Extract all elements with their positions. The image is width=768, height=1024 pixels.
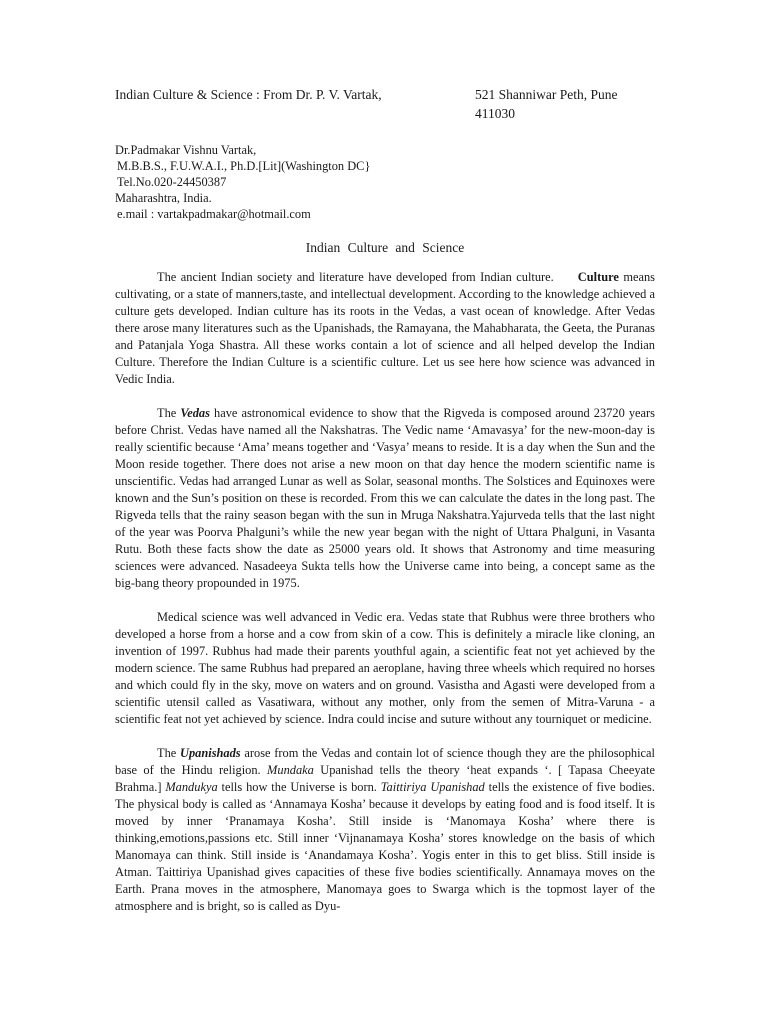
paragraph-lead: The: [157, 746, 177, 760]
author-phone: Tel.No.020-24450387: [117, 175, 227, 189]
document-title: Indian Culture and Science: [305, 240, 465, 255]
paragraph-vedas: [115, 405, 655, 592]
paragraph-upanishads: [115, 745, 655, 915]
paragraph-text: Medical science was well advanced in Vedic era. Vedas state that Rubhus were three brothers who developed a horse from a horse and a cow from skin of a cow. This is definitely a miracle like cloning, an invention of 1997. Rubhus had made their parents youthful again, a scientific feat not yet achieved by the modern science. The same Rubhus had prepared an aeroplane, having three wheels which required no horses and which could fly in the sky, move on waters and on ground. Vasistha and Agasti were developed from a scientific utensil called as Vasatiwara, without any mother, only from the semen of Mitra-Varuna - a scientific feat not yet achieved by science. Indra could incise and suture without any tourniquet or medicine.: [115, 610, 655, 726]
term-taittiriya: Taittiriya Upanishad: [380, 780, 485, 794]
paragraph-text: arose from the Vedas and contain lot of science though they are the philosophical base of the Hindu religion.: [115, 746, 655, 777]
document-header: [115, 85, 655, 123]
paragraph-text: The ancient Indian society and literature have developed from Indian culture.: [157, 270, 554, 284]
author-block: [115, 142, 655, 222]
term-mundaka: Mundaka: [267, 763, 314, 777]
author-name: Dr.Padmakar Vishnu Vartak,: [115, 143, 257, 157]
document-page: [115, 85, 655, 932]
term-vedas: Vedas: [180, 406, 210, 420]
author-email: e.mail : vartakpadmakar@hotmail.com: [117, 207, 311, 221]
paragraph-text: tells how the Universe is born.: [221, 780, 377, 794]
term-mandukya: Mandukya: [165, 780, 218, 794]
paragraph-text: have astronomical evidence to show that the Rigveda is composed around 23720 years before Christ. Vedas have named all the Nakshatras. The Vedic name ‘Amavasya’ for the new-moon-day is really scientific because ‘Ama’ means together and ‘Vasya’ means to reside. It is a day when the Sun and the Moon reside together. There does not arise a new moon on that day hence the modern scientific name is unscientific. Vedas had arranged Lunar as well as Solar, seasonal months. The Solstices and Equinoxes were known and the Sun’s position on these is recorded. From this we can calculate the dates in the long past. The Rigveda tells that the rainy season began with the sun in Mruga Nakshatra.Yajurveda tells that the last night of the year was Poorva Phalguni’s while the new year began with the night of Uttara Phalguni, in Vasanta Rutu. Both these facts show the date as 25000 years old. It shows that Astronomy and time measuring sciences were advanced. Nasadeeya Sukta tells how the Universe came into being, a concept same as the big-bang theory propounded in 1975.: [115, 406, 655, 590]
term-upanishads: Upanishads: [180, 746, 241, 760]
paragraph-text: Upanishad tells the theory ‘heat expands ‘. [ Tapasa Cheeyate Brahma.]: [115, 763, 655, 794]
header-title: Indian Culture & Science : From Dr. P. V. Vartak,: [115, 87, 382, 102]
paragraph-medical: [115, 609, 655, 728]
paragraph-lead: The: [157, 406, 177, 420]
paragraph-text: tells the existence of five bodies. The physical body is called as ‘Annamaya Kosha’ because it develops by eating food and is food itself. It is moved by inner ‘Pranamaya Kosha’. Still inside is ‘Manomaya Kosha’ where there is thinking,emotions,passions etc. Still inner ‘Vijnanamaya Kosha’ stores knowledge on the basis of which Manomaya can think. Still inside is ‘Anandamaya Kosha’. Yogis enter in this to get bliss. Still inside is Atman. Taittiriya Upanishad gives capacities of these five bodies scientifically. Annamaya moves on the Earth. Prana moves in the atmosphere, Manomaya goes to Swarga which is the topmost layer of the atmosphere and is bright, so is called as Dyu-: [115, 780, 655, 913]
paragraph-culture: [115, 269, 655, 388]
paragraph-text: means cultivating, or a state of manners,taste, and intellectual development. According to the knowledge achieved a culture gets developed. Indian culture has its roots in the Vedas, a vast ocean of knowledge. After Vedas there arose many literatures such as the Upanishads, the Ramayana, the Mahabharata, the Geeta, the Puranas and Patanjala Yoga Shastra. All these works contain a lot of science and all helped develop the Indian Culture. Therefore the Indian Culture is a scientific culture. Let us see here how science was advanced in Vedic India.: [115, 270, 655, 386]
header-address: 521 Shanniwar Peth, Pune 411030: [475, 87, 618, 121]
author-degrees: M.B.B.S., F.U.W.A.I., Ph.D.[Lit](Washington DC}: [117, 159, 371, 173]
author-location: Maharashtra, India.: [115, 191, 212, 205]
bold-term-culture: Culture: [577, 270, 619, 284]
